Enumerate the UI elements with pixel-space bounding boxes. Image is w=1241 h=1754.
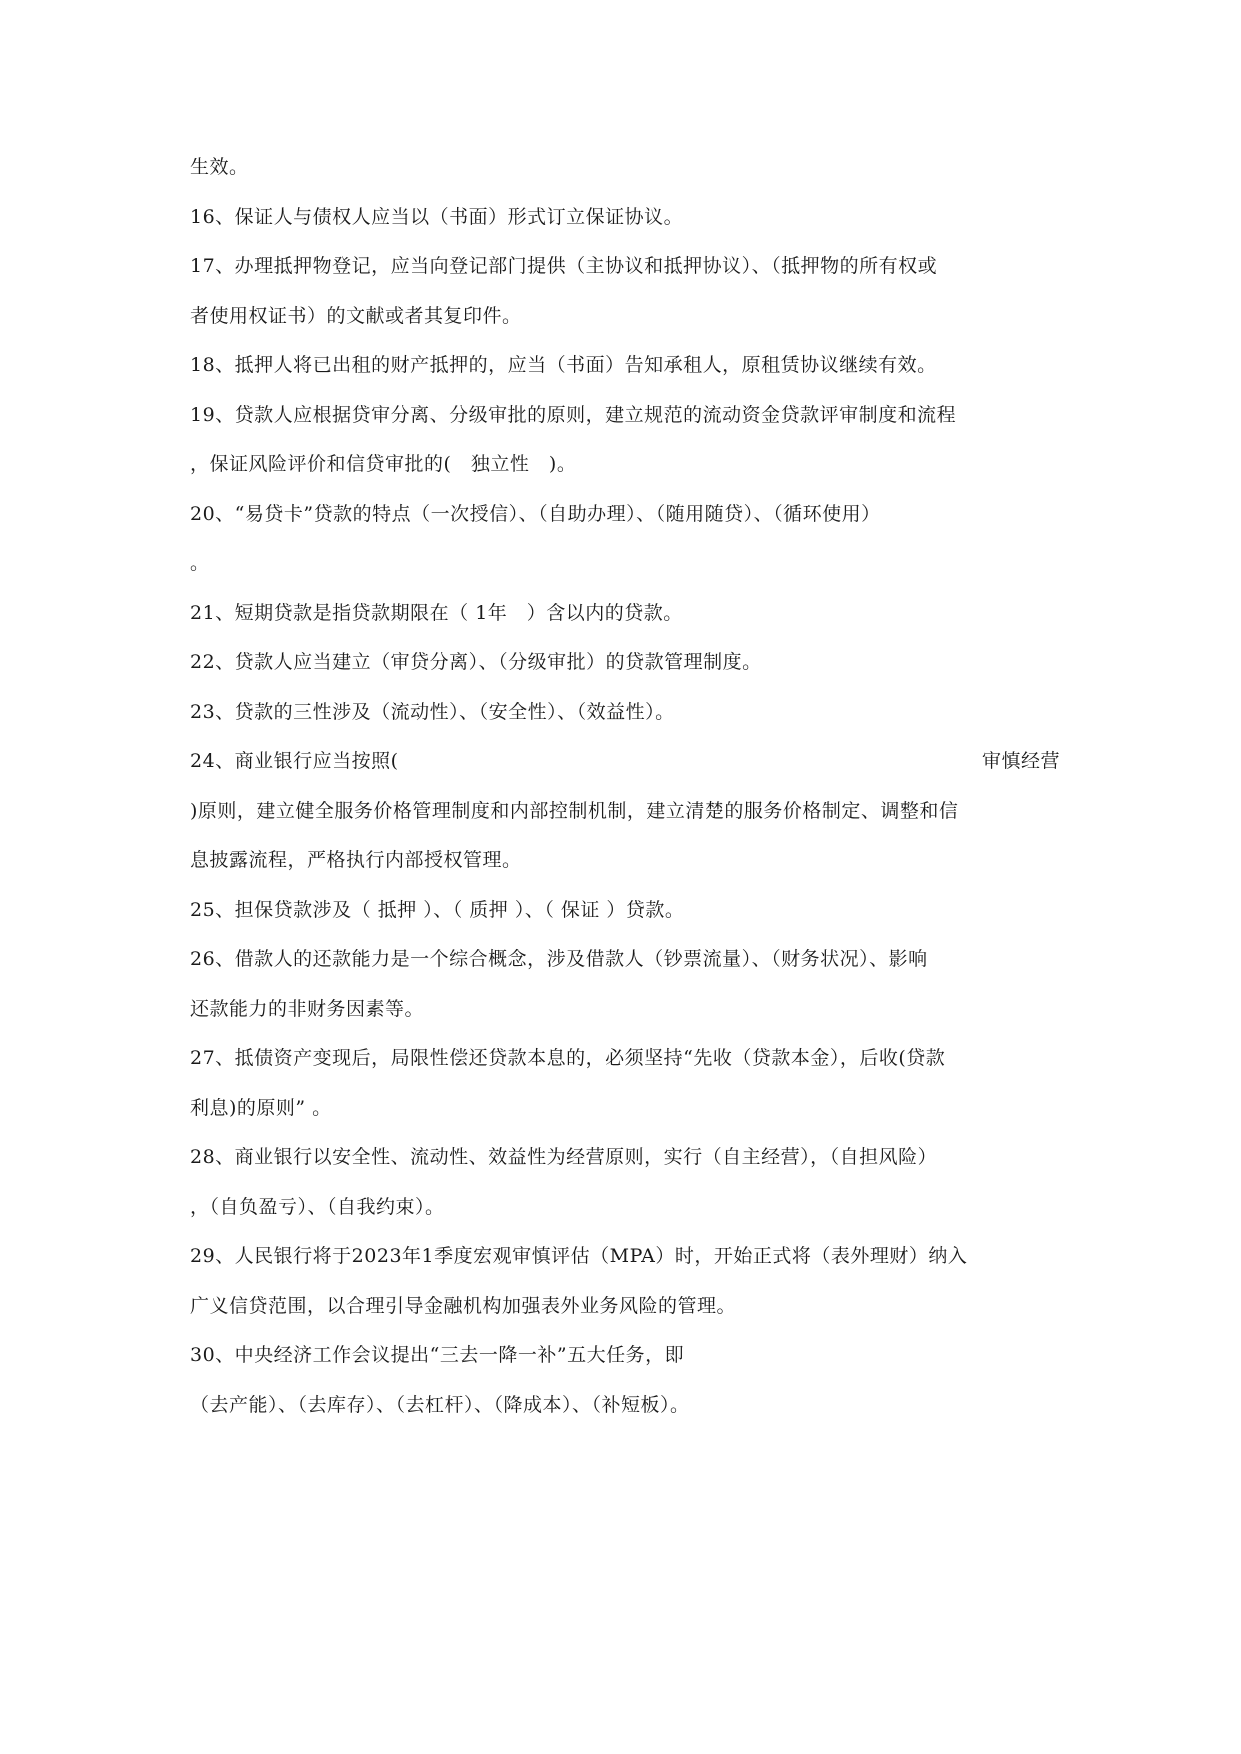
text-line: ，保证风险评价和信贷审批的( 独立性 )。 [190,453,577,475]
text-line: 19、贷款人应根据贷审分离、分级审批的原则，建立规范的流动资金贷款评审制度和流程 [190,403,957,426]
text-line: )原则，建立健全服务价格管理制度和内部控制机制，建立清楚的服务价格制定、调整和信 [190,799,959,822]
text-line: 还款能力的非财务因素等。 [190,997,425,1020]
text-line: （去产能）、（去库存）、（去杠杆）、（降成本）、（补短板）。 [190,1393,690,1416]
text-line: 者使用权证书）的文献或者其复印件。 [190,304,522,327]
text-line: 广义信贷范围，以合理引导金融机构加强表外业务风险的管理。 [190,1294,737,1317]
text-line: ，（自负盈亏）、（自我约束）。 [190,1195,445,1218]
text-line: 息披露流程，严格执行内部授权管理。 [190,849,522,871]
text-line: 17、办理抵押物登记，应当向登记部门提供（主协议和抵押协议）、（抵押物的所有权或 [190,255,938,277]
text-line: 18、抵押人将已出租的财产抵押的，应当（书面）告知承租人，原租赁协议继续有效。 [190,354,937,376]
text-line: 29、人民银行将于2023年1季度宏观审慎评估（MPA）时，开始正式将（表外理财）纳入 [190,1245,968,1267]
text-line: 26、借款人的还款能力是一个综合概念，涉及借款人（钞票流量）、（财务状况）、影响 [190,948,928,970]
text-line: 21、短期贷款是指贷款期限在（ 1年 ）含以内的贷款。 [190,601,683,624]
text-line: 30、中央经济工作会议提出“三去一降一补”五大任务，即 [190,1344,685,1366]
text-line: 25、担保贷款涉及（ 抵押 ）、（ 质押 ）、（ 保证 ）贷款。 [190,898,685,921]
text-line: 。 [190,552,210,574]
text-line: 28、商业银行以安全性、流动性、效益性为经营原则，实行（自主经营），（自担风险） [190,1146,938,1168]
text-line: 生效。 [190,156,249,178]
text-line: 24、商业银行应当按照( [190,750,399,772]
text-line: 23、贷款的三性涉及（流动性）、（安全性）、（效益性）。 [190,700,675,723]
text-line: 16、保证人与债权人应当以（书面）形式订立保证协议。 [190,205,684,228]
text-line: 20、“易贷卡”贷款的特点（一次授信）、（自助办理）、（随用随贷）、（循环使用） [190,502,881,525]
text-line-right: 审慎经营 [981,750,1060,772]
text-line: 利息)的原则” 。 [190,1096,332,1119]
text-line: 22、贷款人应当建立（审贷分离）、（分级审批）的贷款管理制度。 [190,651,762,673]
text-line: 27、抵债资产变现后，局限性偿还贷款本息的，必须坚持“先收（贷款本金），后收(贷款 [190,1047,946,1069]
